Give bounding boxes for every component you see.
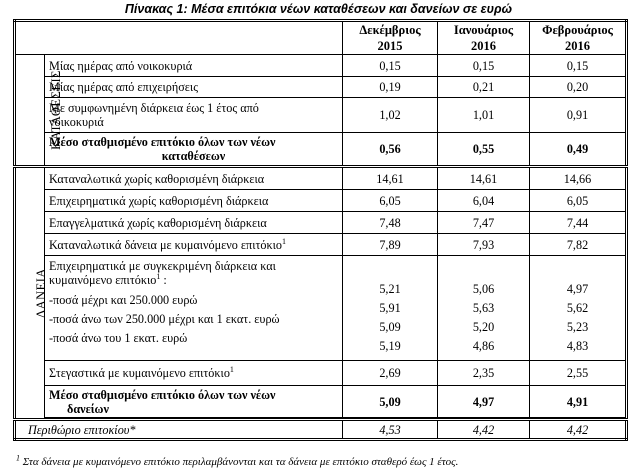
value-cell: 0,49 [530, 133, 627, 167]
value-cell: 0,56 [343, 133, 438, 167]
value-cell: 4,42 [530, 420, 627, 440]
row-label: Με συμφωνημένη διάρκεια έως 1 έτος από νοικοκυριά [45, 98, 343, 133]
column-header-dec-2015: Δεκέμβριος 2015 [343, 21, 438, 55]
table-row [15, 55, 627, 77]
value-cell: 7,82 [530, 234, 627, 256]
loans-side-label: ΔΑΝΕΙΑ [15, 167, 45, 420]
value-cell: 2,35 [438, 361, 530, 386]
row-label: Επιχειρηματικά χωρίς καθορισμένη διάρκεια [45, 190, 343, 212]
table-row [15, 234, 627, 256]
value-cell: 4,53 [343, 420, 438, 440]
table-row [15, 361, 627, 386]
interest-rates-table [13, 19, 628, 441]
value-cell: 1,01 [438, 98, 530, 133]
row-label: Επιχειρηματικά με συγκεκριμένη διάρκεια και κυμαινόμενο επιτόκιο$^1$ : -ποσά μέχρι και 250.000 ευρώ -ποσά άνω των 250.000 μέχρι και 1 εκατ. ευρώ -ποσά άνω του 1 εκατ. ευρώ [45, 256, 343, 361]
value-cell: 7,89 [343, 234, 438, 256]
header-row [15, 21, 627, 55]
value-cell: 0,91 [530, 98, 627, 133]
value-cell: 0,15 [530, 55, 627, 77]
row-label: Περιθώριο επιτοκίου* [15, 420, 343, 440]
loans-total-row [15, 386, 627, 418]
value-cell: 0,15 [438, 55, 530, 77]
value-cell: 14,61 [343, 167, 438, 190]
value-cell: 0,20 [530, 77, 627, 98]
value-cell: 4,91 [530, 386, 627, 418]
table-row [15, 98, 627, 133]
row-label: Μέσο σταθμισμένο επιτόκιο όλων των νέων καταθέσεων [45, 133, 343, 167]
value-cell: 6,04 [438, 190, 530, 212]
value-cell: 0,15 [343, 55, 438, 77]
footnote: $^1$ Στα δάνεια με κυμαινόμενο επιτόκιο περιλαμβάνονται και τα δάνεια με επιτόκιο σταθερό έως 1 έτος. [16, 453, 459, 468]
table-title: Πίνακας 1: Μέσα επιτόκια νέων καταθέσεων και δανείων σε ευρώ [124, 2, 513, 16]
margin-row [15, 420, 627, 440]
value-cell: 0,21 [438, 77, 530, 98]
column-header-jan-2016: Ιανουάριος 2016 [438, 21, 530, 55]
value-cell: 7,47 [438, 212, 530, 234]
value-cell: 14,66 [530, 167, 627, 190]
value-cell: 5,09 [343, 386, 438, 418]
deposits-side-label: ΚΑΤΑΘΕΣΕΙΣ [15, 55, 45, 167]
value-cell: 4,97 5,62 5,23 4,83 [530, 256, 627, 361]
business-loans-row [15, 256, 627, 361]
value-cell: 1,02 [343, 98, 438, 133]
row-label: Καταναλωτικά δάνεια με κυμαινόμενο επιτόκιο$^1$ [45, 234, 343, 256]
table-row [15, 212, 627, 234]
value-cell: 0,19 [343, 77, 438, 98]
value-cell: 5,21 5,91 5,09 5,19 [343, 256, 438, 361]
value-cell: 14,61 [438, 167, 530, 190]
value-cell: 4,42 [438, 420, 530, 440]
value-cell: 2,69 [343, 361, 438, 386]
value-cell: 6,05 [343, 190, 438, 212]
value-cell: 4,97 [438, 386, 530, 418]
value-cell: 0,55 [438, 133, 530, 167]
table-row [15, 190, 627, 212]
value-cell: 5,06 5,63 5,20 4,86 [438, 256, 530, 361]
row-label: Μέσο σταθμισμένο επιτόκιο όλων των νέων δανείων [45, 386, 343, 418]
row-label: Μίας ημέρας από επιχειρήσεις [45, 77, 343, 98]
value-cell: 7,93 [438, 234, 530, 256]
value-cell: 7,48 [343, 212, 438, 234]
header-empty-cell [15, 21, 343, 55]
row-label: Επαγγελματικά χωρίς καθορισμένη διάρκεια [45, 212, 343, 234]
column-header-feb-2016: Φεβρουάριος 2016 [530, 21, 627, 55]
table-row [15, 167, 627, 190]
row-label: Μίας ημέρας από νοικοκυριά [45, 55, 343, 77]
row-label: Καταναλωτικά χωρίς καθορισμένη διάρκεια [45, 167, 343, 190]
value-cell: 6,05 [530, 190, 627, 212]
value-cell: 7,44 [530, 212, 627, 234]
value-cell: 2,55 [530, 361, 627, 386]
deposits-total-row [15, 133, 627, 167]
table-row [15, 77, 627, 98]
row-label: Στεγαστικά με κυμαινόμενο επιτόκιο$^1$ [45, 361, 343, 386]
